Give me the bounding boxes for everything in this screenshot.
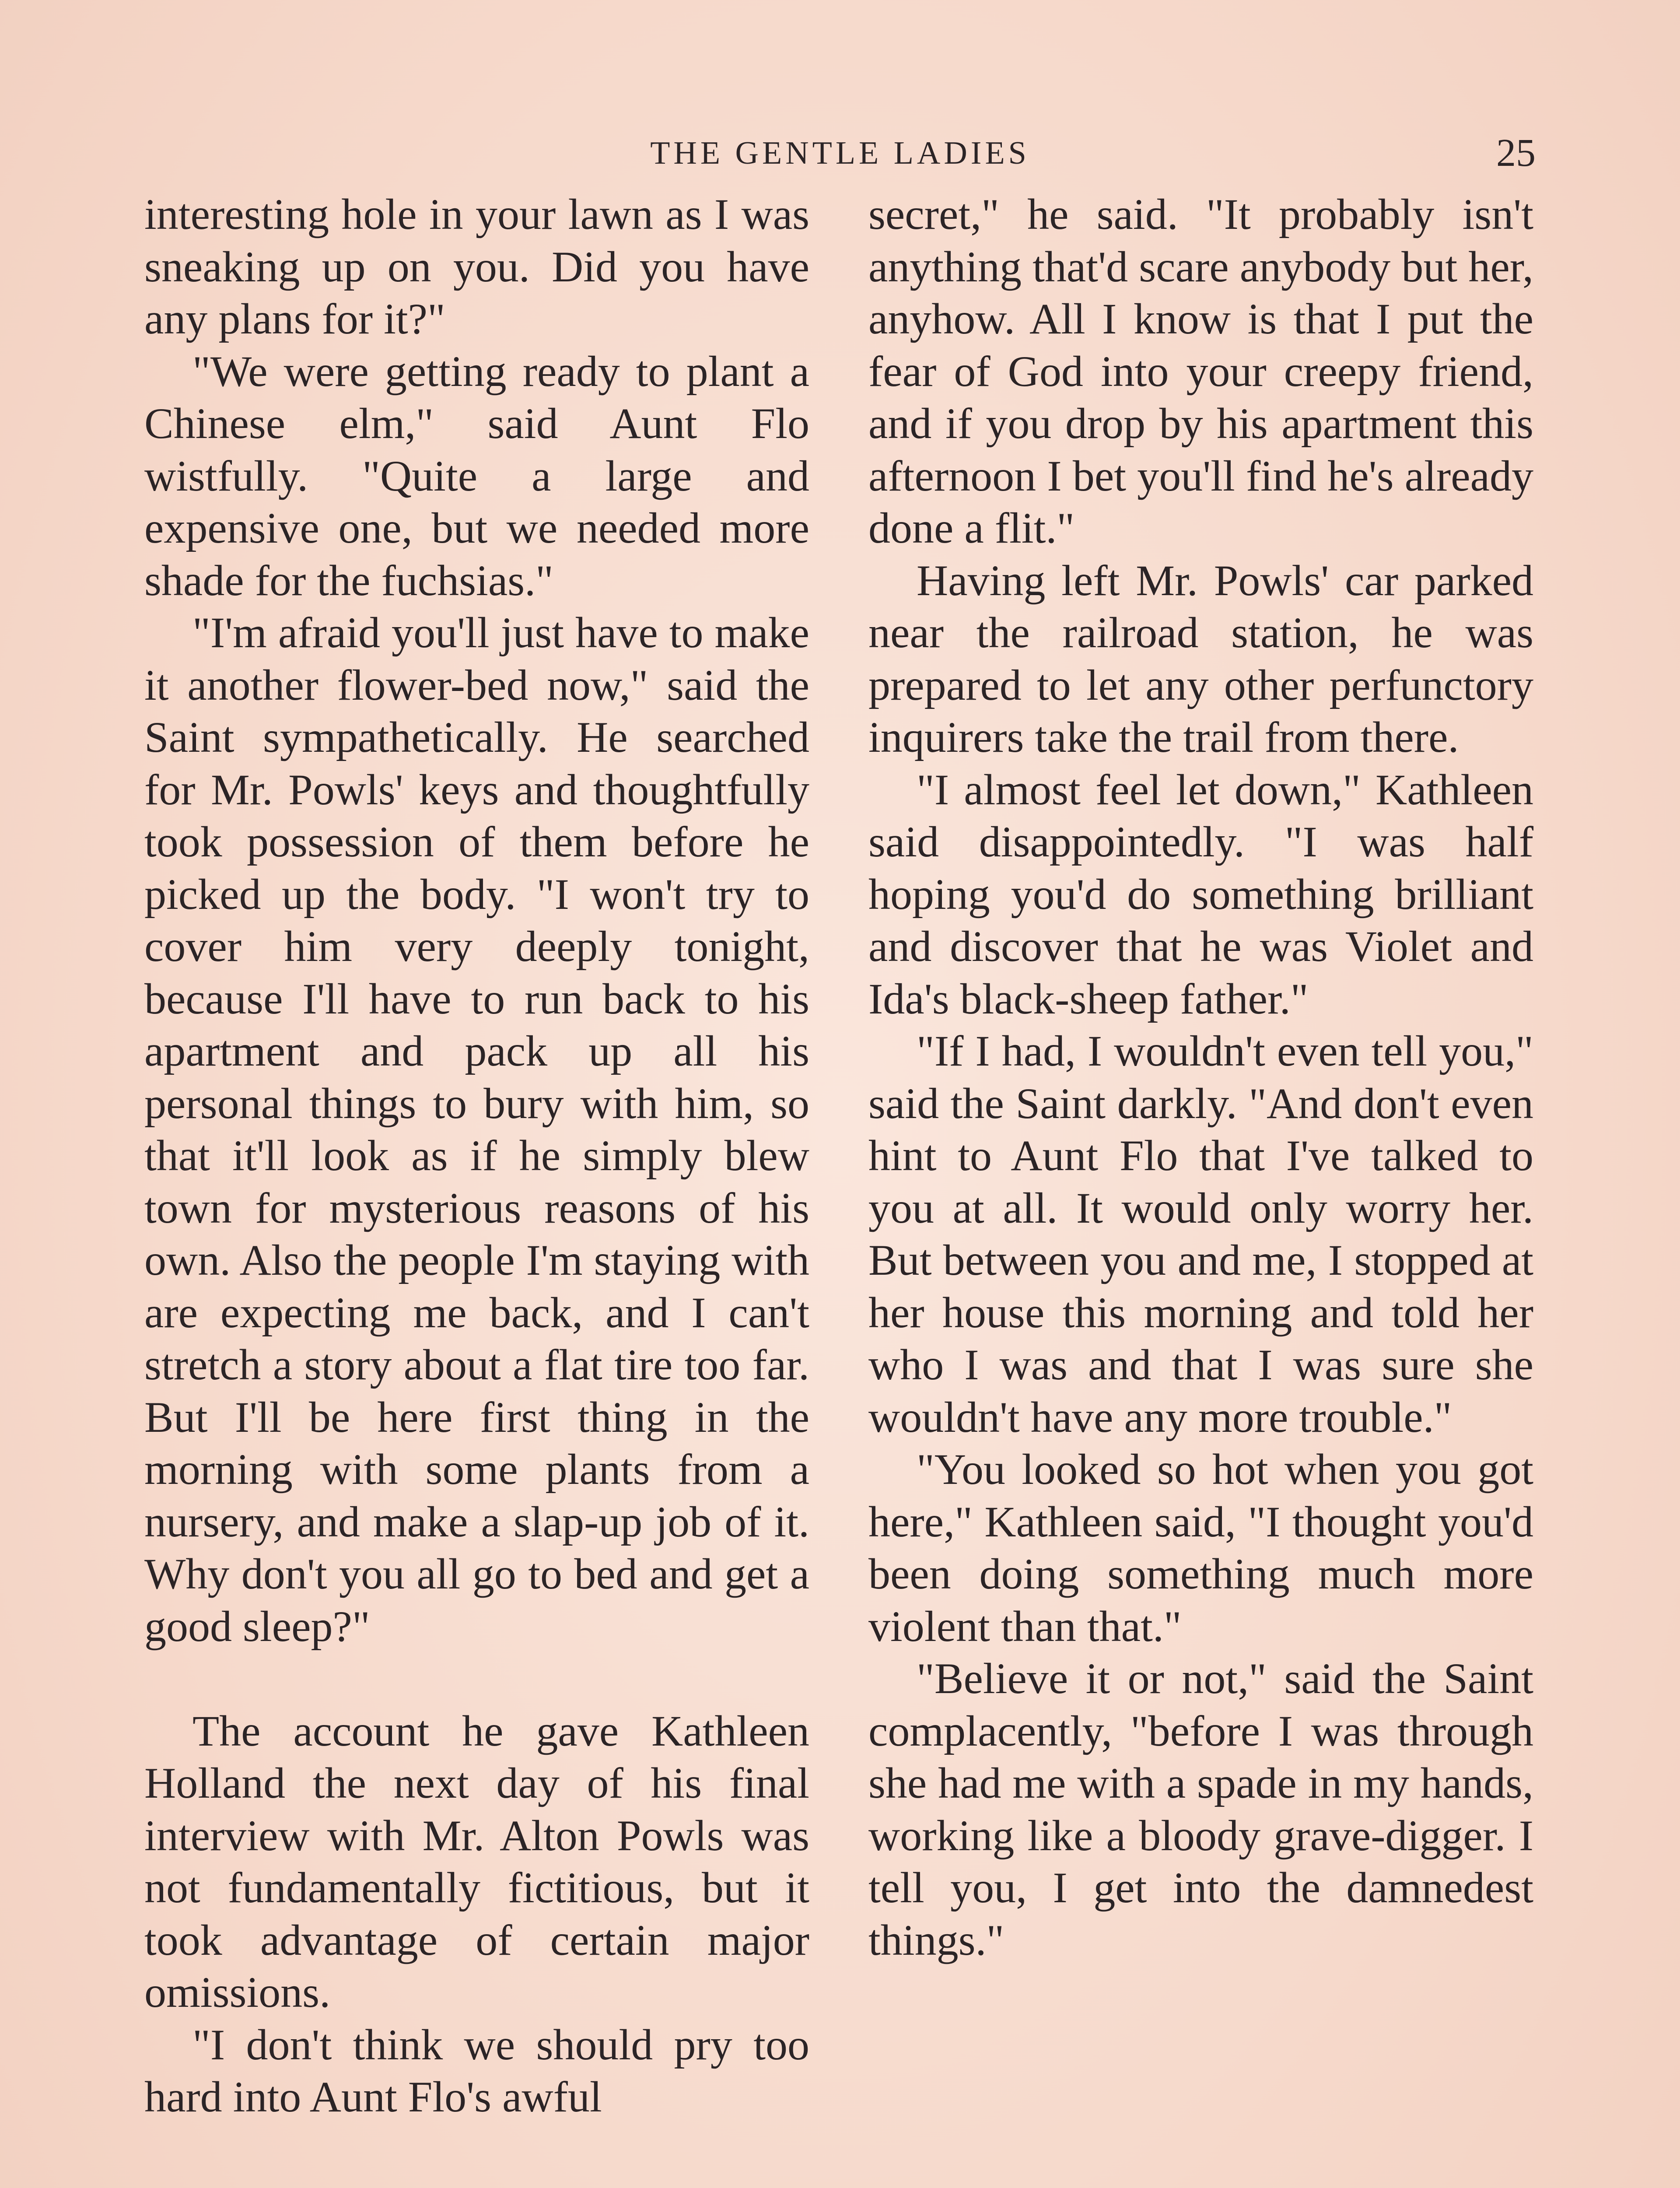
paragraph: "I'm afraid you'll just have to make it another flower-bed now," said the Saint sympathetically. He searched for Mr. Powls' keys and thoughtfully took possession of them before he picked up the body. "I won't try to cover him very deeply tonight, because I'll have to run back to his apartment and pack up all his personal things to bury with him, so that it'll look as if he simply blew town for mysterious reasons of his own. Also the people I'm staying with are expecting me back, and I can't stretch a story about a flat tire too far. But I'll be here first thing in the morning with some plants from a nursery, and make a slap-up job of it. Why don't you all go to bed and get a good sleep?" bbox=[144, 608, 809, 1651]
left-column bbox=[144, 188, 809, 2123]
paragraph: "I don't think we should pry too hard into Aunt Flo's awful bbox=[144, 2020, 809, 2121]
paragraph: "Believe it or not," said the Saint complacently, "before I was through she had me with a spade in my hands, working like a bloody grave-digger. I tell you, I get into the damnedest things." bbox=[868, 1654, 1533, 1964]
paragraph: "I almost feel let down," Kathleen said disappointedly. "I was half hoping you'd do something brilliant and discover that he was Violet and Ida's black-sheep father." bbox=[868, 765, 1533, 1023]
paragraph: "You looked so hot when you got here," Kathleen said, "I thought you'd been doing something much more violent than that." bbox=[868, 1445, 1533, 1651]
page-number: 25 bbox=[1496, 131, 1536, 175]
paragraph: Having left Mr. Powls' car parked near the railroad station, he was prepared to let any other perfunctory inquirers take the trail from there. bbox=[868, 556, 1533, 761]
paragraph: secret," he said. "It probably isn't anything that'd scare anybody but her, anyhow. All I know is that I put the fear of God into your creepy friend, and if you drop by his apartment this afternoon I bet you'll find he's already done a flit." bbox=[868, 190, 1533, 552]
paragraph: "If I had, I wouldn't even tell you," said the Saint darkly. "And don't even hint to Aunt Flo that I've talked to you at all. It would only worry her. But between you and me, I stopped at her house this morning and told her who I was and that I was sure she wouldn't have any more trouble." bbox=[868, 1027, 1533, 1441]
running-title: THE GENTLE LADIES bbox=[650, 135, 1030, 171]
paragraph: "We were getting ready to plant a Chinese elm," said Aunt Flo wistfully. "Quite a large and expensive one, but we needed more shade for the fuchsias." bbox=[144, 347, 809, 605]
paragraph: The account he gave Kathleen Holland the next day of his final interview with Mr. Alton Powls was not fundamentally fictitious, but it took advantage of certain major omissions. bbox=[144, 1706, 809, 2016]
page-header bbox=[144, 131, 1536, 175]
right-column bbox=[868, 188, 1533, 1966]
paragraph: interesting hole in your lawn as I was sneaking up on you. Did you have any plans for it?" bbox=[144, 190, 809, 343]
